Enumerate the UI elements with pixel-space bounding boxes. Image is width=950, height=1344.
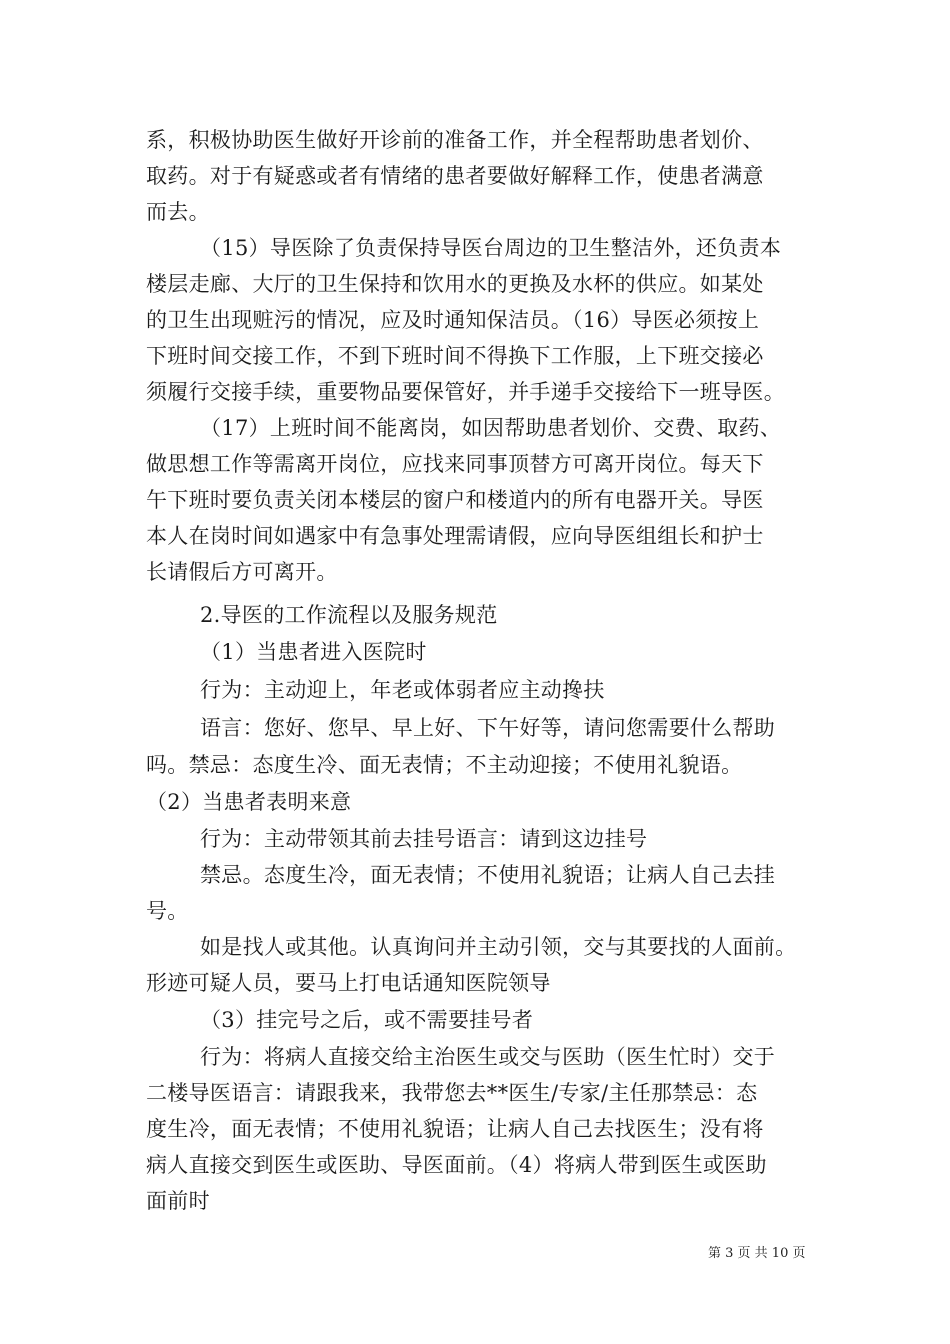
text-line: 如是找人或其他。认真询问并主动引领，交与其要找的人面前。 — [200, 935, 797, 959]
text-line: 本人在岗时间如遇家中有急事处理需请假，应向导医组组长和护士 — [146, 524, 764, 548]
text-line: 下班时间交接工作，不到下班时间不得换下工作服，上下班交接必 — [146, 344, 764, 368]
text-line: 二楼导医语言：请跟我来，我带您去**医生/专家/主任那禁忌：态 — [146, 1081, 758, 1105]
text-line: 度生冷，面无表情；不使用礼貌语；让病人自己去找医生；没有将 — [146, 1117, 764, 1141]
text-line: 取药。对于有疑惑或者有情绪的患者要做好解释工作，使患者满意 — [146, 164, 764, 188]
text-line: 楼层走廊、大厅的卫生保持和饮用水的更换及水杯的供应。如某处 — [146, 272, 764, 296]
text-line: 而去。 — [146, 200, 210, 224]
text-line: 面前时 — [146, 1189, 210, 1213]
text-line: （3）挂完号之后，或不需要挂号者 — [200, 1008, 534, 1032]
text-line: （15）导医除了负责保持导医台周边的卫生整洁外，还负责本 — [200, 236, 782, 260]
text-line: 行为：将病人直接交给主治医生或交与医助（医生忙时）交于 — [200, 1045, 776, 1069]
text-line: （17）上班时间不能离岗，如因帮助患者划价、交费、取药、 — [200, 416, 782, 440]
text-line: （2）当患者表明来意 — [146, 790, 352, 814]
text-line: 语言：您好、您早、早上好、下午好等，请问您需要什么帮助 — [200, 716, 776, 740]
text-line: 吗。禁忌：态度生冷、面无表情；不主动迎接；不使用礼貌语。 — [146, 753, 743, 777]
text-line: 须履行交接手续，重要物品要保管好，并手递手交接给下一班导医。 — [146, 380, 785, 404]
text-line: 系，积极协助医生做好开诊前的准备工作，并全程帮助患者划价、 — [146, 128, 764, 152]
text-line: 行为：主动迎上，年老或体弱者应主动搀扶 — [200, 678, 605, 702]
text-line: 做思想工作等需离开岗位，应找来同事顶替方可离开岗位。每天下 — [146, 452, 764, 476]
text-line: 病人直接交到医生或医助、导医面前。（4）将病人带到医生或医助 — [146, 1153, 767, 1177]
section-heading: 2.导医的工作流程以及服务规范 — [200, 603, 498, 627]
text-line: 禁忌。态度生冷，面无表情；不使用礼貌语；让病人自己去挂 — [200, 863, 776, 887]
page-number-footer: 第 3 页 共 10 页 — [708, 1246, 806, 1261]
text-line: 行为：主动带领其前去挂号语言：请到这边挂号 — [200, 827, 648, 851]
text-line: 形迹可疑人员，要马上打电话通知医院领导 — [146, 971, 551, 995]
text-line: 的卫生出现赃污的情况，应及时通知保洁员。（16）导医必须按上 — [146, 308, 760, 332]
text-line: （1）当患者进入医院时 — [200, 640, 427, 664]
text-line: 号。 — [146, 899, 189, 923]
text-line: 长请假后方可离开。 — [146, 560, 338, 584]
text-line: 午下班时要负责关闭本楼层的窗户和楼道内的所有电器开关。导医 — [146, 488, 764, 512]
